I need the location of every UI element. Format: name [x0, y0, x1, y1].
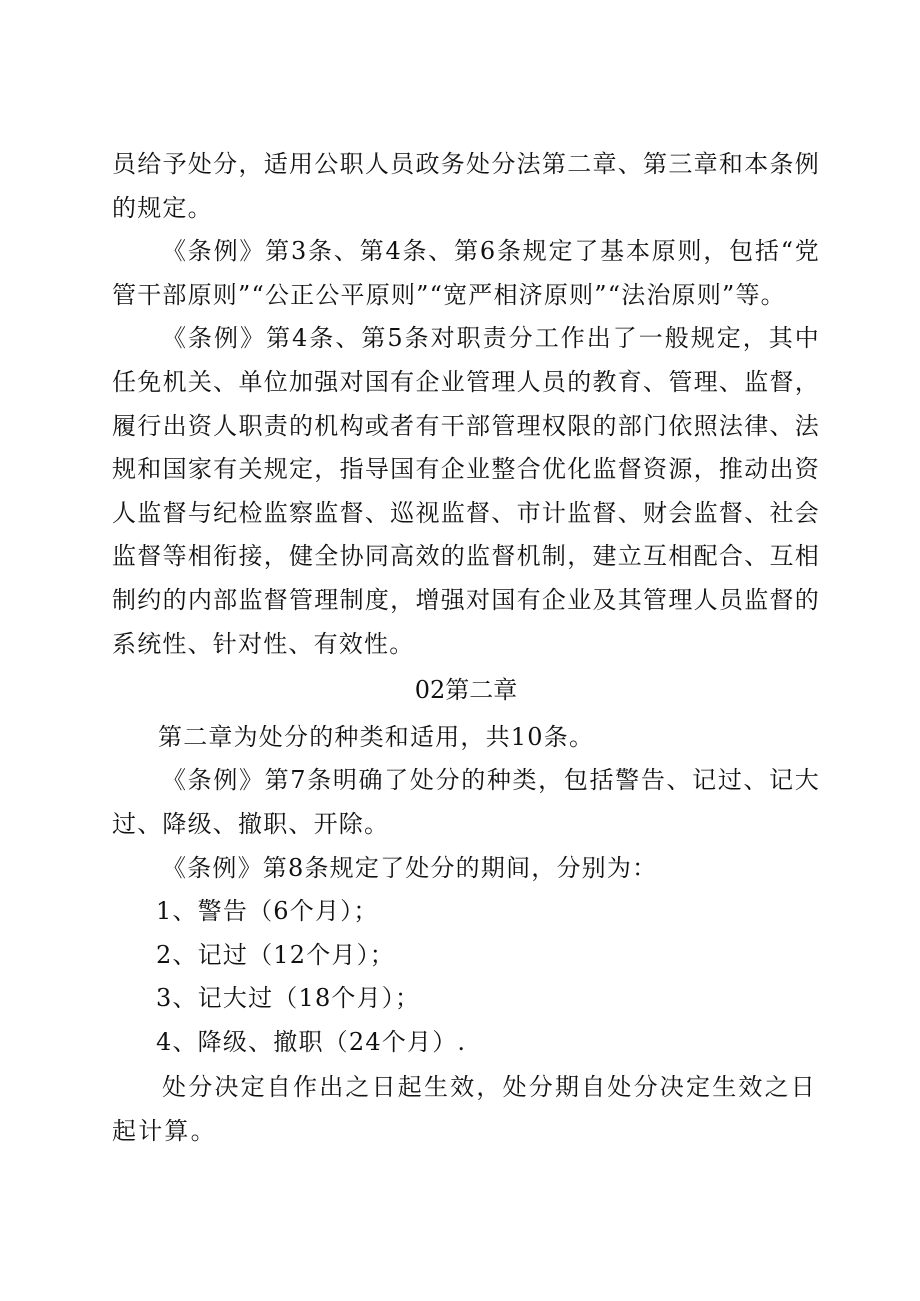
paragraph-continuation: 员给予处分，适用公职人员政务处分法第二章、第三章和本条例的规定。 — [112, 150, 820, 222]
paragraph-chapter2-intro: 第二章为处分的种类和适用，共10条。 — [158, 722, 595, 751]
chapter-heading: 02第二章 — [414, 676, 518, 705]
list-item-period-4: 4、降级、撤职（24个月）. — [156, 1027, 467, 1056]
paragraph-responsibilities: 《条例》第4条、第5条对职责分工作出了一般规定，其中任免机关、单位加强对国有企业管理人员的教育、管理、监督，履行出资人职责的机构或者有干部管理权限的部门依照法律、法规和国家有关规定，指导国有企业整合优化监督资源，推动出资人监督与纪检监察监督、巡视监督、市计监督、财会监督、社会监督等相衔接，健全协同高效的监督机制，建立互相配合、互相制约的内部监督管理制度，增强对国有企业及其管理人员监督的系统性、针对性、有效性。 — [112, 324, 820, 658]
paragraph-closing: 处分决定自作出之日起生效，处分期自处分决定生效之日起计算。 — [112, 1073, 817, 1146]
list-item-period-1: 1、警告（6个月）； — [156, 897, 379, 926]
document-page — [112, 143, 820, 1154]
list-item-period-2: 2、记过（12个月）； — [156, 940, 396, 969]
paragraph-article8: 《条例》第8条规定了处分的期间，分别为： — [162, 853, 658, 882]
paragraph-article7: 《条例》第7条明确了处分的种类，包括警告、记过、记大过、降级、撤职、开除。 — [112, 766, 820, 838]
paragraph-basic-principles: 《条例》第3条、第4条、第6条规定了基本原则，包括“党管干部原则”“公正公平原则”“宽严相济原则”“法治原则”等。 — [112, 237, 820, 309]
list-item-period-3: 3、记大过（18个月）； — [156, 984, 421, 1013]
